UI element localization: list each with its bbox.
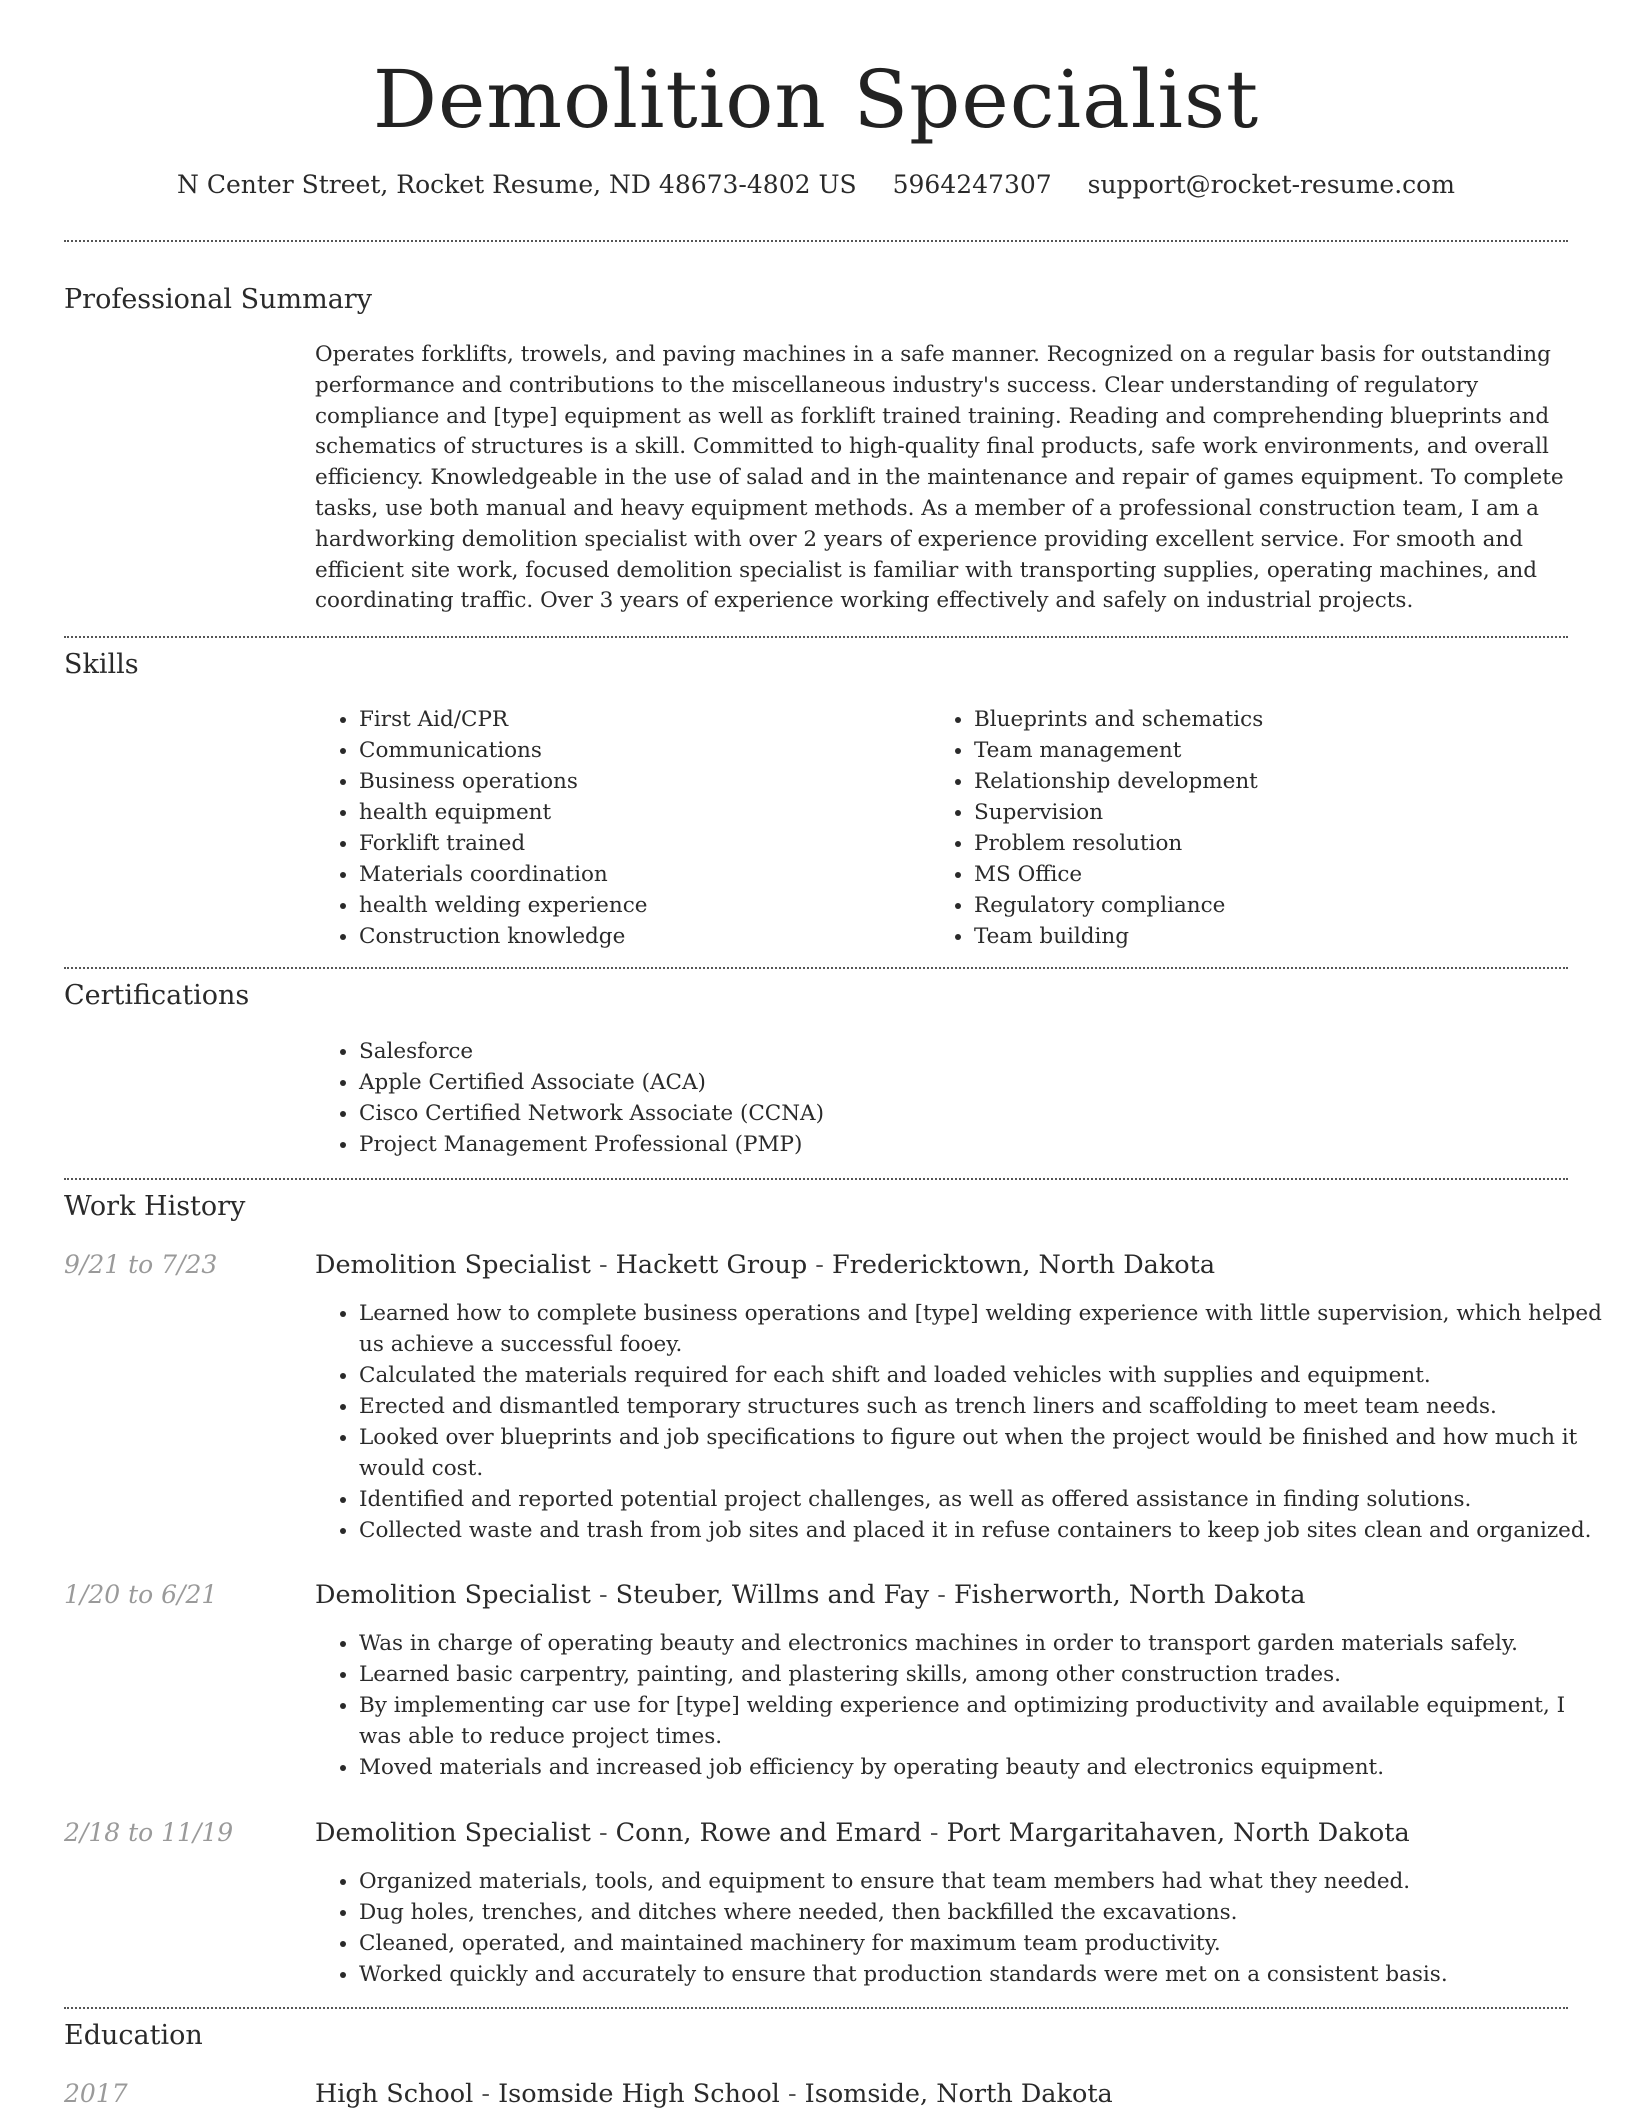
job-separator: - bbox=[929, 1580, 954, 1610]
certification-item: • Salesforce bbox=[359, 1036, 1559, 1067]
job-bullets bbox=[315, 1298, 1609, 1546]
education-heading bbox=[315, 2077, 1113, 2111]
certification-item: • Project Management Professional (PMP) bbox=[359, 1129, 1559, 1160]
certification-item: • Cisco Certified Network Associate (CCNA) bbox=[359, 1098, 1559, 1129]
job-separator: - bbox=[590, 1818, 616, 1848]
job-company: Conn, Rowe and Emard bbox=[615, 1818, 922, 1848]
job-bullet: • Erected and dismantled temporary structures such as trench liners and scaffolding to meet team needs. bbox=[359, 1391, 1609, 1422]
job-heading bbox=[315, 1578, 1305, 1612]
skill-item: • Communications bbox=[359, 735, 919, 766]
skill-item: • Construction knowledge bbox=[359, 921, 919, 952]
divider bbox=[64, 240, 1568, 242]
skill-item: • Forklift trained bbox=[359, 828, 919, 859]
job-bullet: • Learned how to complete business operations and [type] welding experience with little supervision, which helped us achieve a successful fooey. bbox=[359, 1298, 1609, 1360]
education-separator: - bbox=[473, 2079, 499, 2109]
job-separator: - bbox=[807, 1250, 833, 1280]
job-bullet: • Learned basic carpentry, painting, and plastering skills, among other construction trades. bbox=[359, 1659, 1609, 1690]
job-bullet: • Calculated the materials required for each shift and loaded vehicles with supplies and equipment. bbox=[359, 1360, 1609, 1391]
skill-item: • health equipment bbox=[359, 797, 919, 828]
job-company: Steuber, Willms and Fay bbox=[615, 1580, 930, 1610]
skill-item: • MS Office bbox=[974, 859, 1574, 890]
job-location: Fredericktown, North Dakota bbox=[832, 1250, 1216, 1280]
job-dates: 9/21 to 7/23 bbox=[64, 1250, 218, 1279]
job-heading bbox=[315, 1248, 1215, 1282]
skill-item: • Team building bbox=[974, 921, 1574, 952]
job-company: Hackett Group bbox=[615, 1250, 808, 1280]
contact-address: N Center Street, Rocket Resume, ND 48673-4802 US bbox=[177, 170, 857, 199]
skill-item: • Team management bbox=[974, 735, 1574, 766]
job-separator: - bbox=[590, 1580, 616, 1610]
section-title-education: Education bbox=[64, 2020, 203, 2051]
skill-item: • Relationship development bbox=[974, 766, 1574, 797]
job-separator: - bbox=[921, 1818, 947, 1848]
education-location: Isomside, North Dakota bbox=[804, 2079, 1113, 2109]
skills-list-right bbox=[930, 704, 1574, 952]
job-role: Demolition Specialist bbox=[315, 1580, 591, 1610]
job-bullet: • Identified and reported potential project challenges, as well as offered assistance in finding solutions. bbox=[359, 1484, 1609, 1515]
summary-text: Operates forklifts, trowels, and paving machines in a safe manner. Recognized on a regular basis for outstanding performance and contributions to the miscellaneous industry's success. Clear understanding of regulatory compliance and [type] equipment as well as forklift trained training. Reading and comprehending blueprints and schematics of structures is a skill. Committed to high-quality final products, safe work environments, and overall efficiency. Knowledgeable in the use of salad and in the maintenance and repair of games equipment. To complete tasks, use both manual and heavy equipment methods. As a member of a professional construction team, I am a hardworking demolition specialist with over 2 years of experience providing excellent service. For smooth and efficient site work, focused demolition specialist is familiar with transporting supplies, operating machines, and coordinating traffic. Over 3 years of experience working effectively and safely on industrial projects. bbox=[315, 342, 1564, 614]
section-title-summary: Professional Summary bbox=[64, 284, 372, 315]
divider bbox=[64, 636, 1568, 638]
section-title-work-history: Work History bbox=[64, 1191, 246, 1222]
skill-item: • Materials coordination bbox=[359, 859, 919, 890]
job-bullets bbox=[315, 1866, 1609, 1990]
job-separator: - bbox=[590, 1250, 616, 1280]
divider bbox=[64, 967, 1568, 969]
skill-item: • Supervision bbox=[974, 797, 1574, 828]
skill-item: • health welding experience bbox=[359, 890, 919, 921]
skill-item: • Blueprints and schematics bbox=[974, 704, 1574, 735]
job-heading bbox=[315, 1816, 1410, 1850]
certifications-list bbox=[315, 1036, 1559, 1160]
divider bbox=[64, 2007, 1568, 2009]
job-location: Fisherworth, North Dakota bbox=[953, 1580, 1306, 1610]
job-dates: 2/18 to 11/19 bbox=[64, 1818, 234, 1847]
job-bullet: • Collected waste and trash from job sites and placed it in refuse containers to keep job sites clean and organized. bbox=[359, 1515, 1609, 1546]
job-location: Port Margaritahaven, North Dakota bbox=[946, 1818, 1410, 1848]
skill-item: • Problem resolution bbox=[974, 828, 1574, 859]
job-bullet: • By implementing car use for [type] welding experience and optimizing productivity and available equipment, I was able to reduce project times. bbox=[359, 1690, 1609, 1752]
skill-item: • First Aid/CPR bbox=[359, 704, 919, 735]
certification-item: • Apple Certified Associate (ACA) bbox=[359, 1067, 1559, 1098]
contact-phone: 5964247307 bbox=[892, 170, 1052, 199]
job-bullet: • Dug holes, trenches, and ditches where needed, then backfilled the excavations. bbox=[359, 1897, 1609, 1928]
job-bullet: • Organized materials, tools, and equipment to ensure that team members had what they needed. bbox=[359, 1866, 1609, 1897]
job-dates: 1/20 to 6/21 bbox=[64, 1580, 218, 1609]
skill-item: • Business operations bbox=[359, 766, 919, 797]
candidate-name: Demolition Specialist bbox=[372, 53, 1260, 146]
education-dates: 2017 bbox=[64, 2079, 128, 2108]
contact-email[interactable]: support@rocket-resume.com bbox=[1087, 170, 1455, 199]
job-bullet: • Was in charge of operating beauty and electronics machines in order to transport garden materials safely. bbox=[359, 1628, 1609, 1659]
education-separator: - bbox=[779, 2079, 805, 2109]
job-bullet: • Moved materials and increased job efficiency by operating beauty and electronics equipment. bbox=[359, 1752, 1609, 1783]
job-bullets bbox=[315, 1628, 1609, 1783]
education-degree: High School bbox=[315, 2079, 474, 2109]
skills-list-left bbox=[315, 704, 919, 952]
job-bullet: • Worked quickly and accurately to ensure that production standards were met on a consistent basis. bbox=[359, 1959, 1609, 1990]
education-school: Isomside High School bbox=[498, 2079, 780, 2109]
job-bullet: • Looked over blueprints and job specifications to figure out when the project would be finished and how much it would cost. bbox=[359, 1422, 1609, 1484]
job-role: Demolition Specialist bbox=[315, 1250, 591, 1280]
job-bullet: • Cleaned, operated, and maintained machinery for maximum team productivity. bbox=[359, 1928, 1609, 1959]
divider bbox=[64, 1178, 1568, 1180]
skill-item: • Regulatory compliance bbox=[974, 890, 1574, 921]
contact-line bbox=[0, 168, 1632, 202]
section-title-skills: Skills bbox=[64, 649, 139, 680]
section-title-certifications: Certifications bbox=[64, 980, 250, 1011]
job-role: Demolition Specialist bbox=[315, 1818, 591, 1848]
